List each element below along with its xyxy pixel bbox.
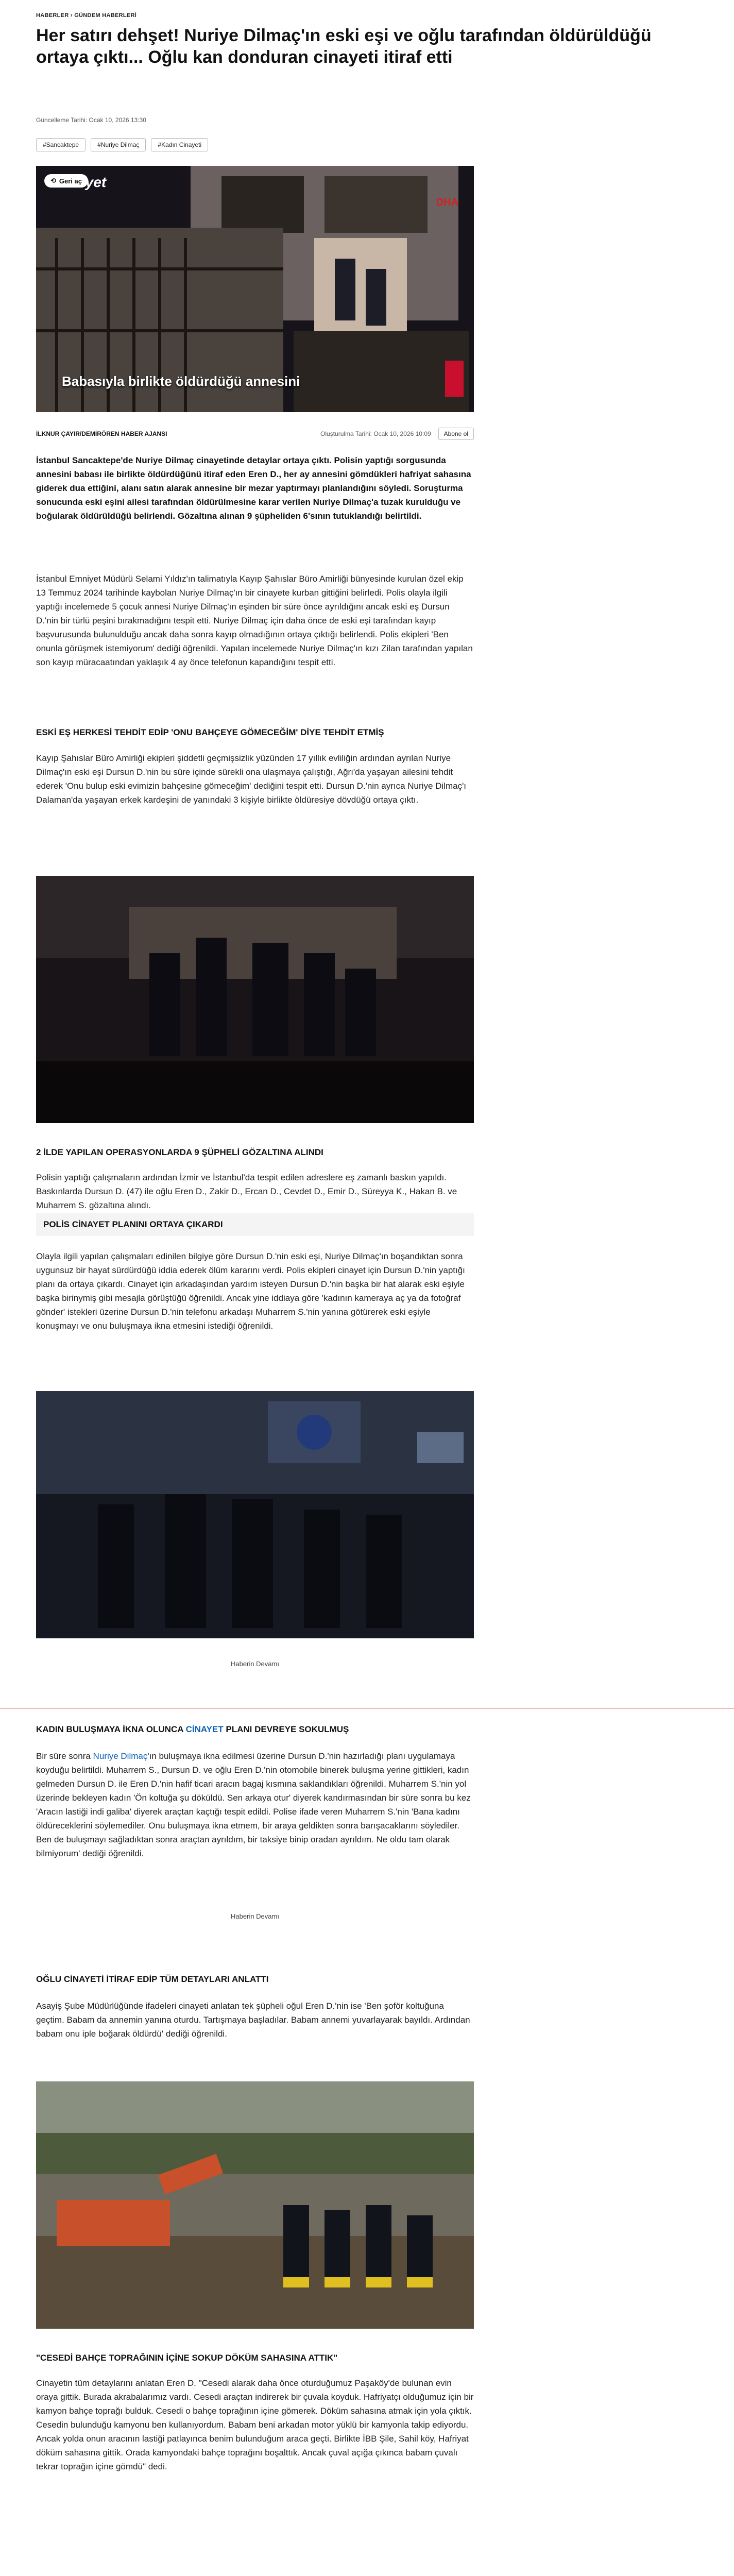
paragraph-7: Cinayetin tüm detaylarını anlatan Eren D. "Cesedi alarak daha önce oturduğumuz Paşaköy'de bulunan evin oraya gittik. Burada akrabalarımız vardı. Cesedi araçtan indirerek bir çuvala koyduk. Hafriyatçı olduğumuz için bir kamyon bahçe toprağı bulduk. Cesedi o bahçe toprağının içine gömerek. Döküm sahasına atmak için yola çıktık. Cesedin bulunduğu kamyonu ben kullanıyordum. Babam beni arkadan motor yüklü bir kamyonla takip ediyordu. Ancak yolda onun aracının lastiği patlayınca benim bulunduğum araca geçti. Birlikte İBB Şile, Sahil köy, Hafriyat döküm sahasına gittik. Orada kamyondaki bahçe toprağını boşalttık. Ancak çuval açığa çıkınca babam çuvalı tekrar toprağın içine gömdü" dedi. bbox=[36, 2378, 474, 2471]
read-more-link-2[interactable]: Haberin Devamı bbox=[231, 1912, 279, 1920]
play-back-icon: ⟲ bbox=[50, 177, 56, 184]
created-date: Oluşturulma Tarihi: Ocak 10, 2026 10:09 bbox=[320, 430, 431, 437]
tag-kadin-cinayeti[interactable]: #Kadın Cinayeti bbox=[151, 138, 208, 151]
tag-list bbox=[36, 138, 208, 151]
video-player[interactable] bbox=[36, 166, 474, 412]
video-channel-badge bbox=[445, 361, 464, 397]
agency-logo: DHA bbox=[436, 197, 458, 208]
cinayet-link[interactable]: CİNAYET bbox=[185, 1724, 224, 1734]
breadcrumb[interactable]: HABERLER › GÜNDEM HABERLERİ bbox=[36, 12, 137, 19]
article-source: İLKNUR ÇAYIR/DEMİRÖREN HABER AJANSI bbox=[36, 430, 167, 437]
publish-date: Güncelleme Tarihi: Ocak 10, 2026 13:30 bbox=[36, 116, 146, 124]
paragraph-2: Kayıp Şahıslar Büro Amirliği ekipleri şiddetli geçmişsizlik yüzünden 17 yıllık evliliğin ardından ayrılan Nuriye Dilmaç'ın eski eşi Dursun D.'nin bu süre içinde sürekli ona ulaşmaya çalıştığı, Ağrı'da yaşayan ailesini tehdit ederek 'Onu bulup eski evimizin bahçesine gömeceğim' dediğini tespit etti. Dursun D.'nin ayrıca Nuriye Dilmaç'ı Dalaman'da yaşayan erkek kardeşini de yanındaki 3 kişiyle birlikte öldüresiye dövdüğü ortaya çıktı. bbox=[36, 753, 467, 805]
subheading-5: OĞLU CİNAYETİ İTİRAF EDİP TÜM DETAYLARI ANLATTI bbox=[36, 1974, 269, 1984]
read-more-link-1[interactable]: Haberin Devamı bbox=[231, 1660, 279, 1668]
nuriye-dilmac-link[interactable]: Nuriye Dilmaç bbox=[93, 1751, 148, 1761]
article-lead: İstanbul Sancaktepe'de Nuriye Dilmaç cinayetinde detaylar ortaya çıktı. Polisin yaptığı sorgusunda annesini babası ile birlikte öldürdüğünü itiraf eden Eren D., her ay annesini gömdükleri hafriyat sahasına giderek dua ettiğini, alanı satın alarak annesine bir mezar yaptırmayı planlandığını söyledi. Soruşturma sonucunda eski eşini ailesi tarafından öldürülmesine karar verilen Nuriye Dilmaç'a tuzak kurulduğu ve boğularak öldürüldüğü belirlendi. Gözaltına alınan 9 şüpheliden 6'sının tutuklandığı belirtildi. bbox=[36, 455, 471, 521]
tag-sancaktepe[interactable]: #Sancaktepe bbox=[36, 138, 86, 151]
subheading-1: ESKİ EŞ HERKESİ TEHDİT EDİP 'ONU BAHÇEYE GÖMECEĞİM' DİYE TEHDİT ETMİŞ bbox=[36, 727, 384, 737]
subheading-3-box bbox=[36, 1213, 474, 1236]
channel-logo: iyet bbox=[81, 174, 107, 190]
photo-excavation-site bbox=[36, 2081, 474, 2329]
article-meta bbox=[36, 428, 474, 440]
paragraph-3: Polisin yaptığı çalışmaların ardından İzmir ve İstanbul'da tespit edilen adreslere eş zamanlı baskın yapıldı. Baskınlarda Dursun D. (47) ile oğlu Eren D., Zakir D., Ercan D., Cevdet D., Emir D., Süreyya K., Hakan B. ve Muharrem S. gözaltına alındı. bbox=[36, 1173, 457, 1210]
paragraph-6: Asayiş Şube Müdürlüğünde ifadeleri cinayeti anlatan tek şüpheli oğul Eren D.'nin ise 'Ben şoför koltuğuna geçtim. Babam da annemin yanına oturdu. Tartışmaya başladılar. Babam annemi yuvarlayarak bayıldı. Ardından babam onu iple boğarak öldürdü' dediği öğrenildi. bbox=[36, 2001, 470, 2039]
video-caption: Babasıyla birlikte öldürdüğü annesini bbox=[62, 374, 300, 389]
subheading-6: "CESEDİ BAHÇE TOPRAĞININ İÇİNE SOKUP DÖKÜM SAHASINA ATTIK" bbox=[36, 2353, 338, 2363]
back-button[interactable]: ⟲ Geri aç bbox=[44, 174, 88, 188]
tag-nuriye-dilmac[interactable]: #Nuriye Dilmaç bbox=[91, 138, 146, 151]
paragraph-4: Olayla ilgili yapılan çalışmaları edinilen bilgiye göre Dursun D.'nin eski eşi, Nuriye Dilmaç'ın boşandıktan sonra uygunsuz bir hayat sürdürdüğü iddia ederek ölüm kararını verdi. Polis ekipleri cinayet için Dursun D.'nin yaptığı planı da ortaya çıkardı. Cinayet için arkadaşından yardım isteyen Dursun D.'nin başka bir hat alarak eski eşiyle başka birinymiş gibi mesajla görüştüğü öğrenildi. Ancak yine iddiaya göre 'kadının kameraya aç ya da fotoğraf gönder' istekleri üzerine Dursun D.'nin telefonu arkadaşı Muharrem S.'nin yanına götürerek eski eşiyle konuşmayı ve onu buluşmaya ikna etmesini istediği öğrenildi. bbox=[36, 1251, 465, 1331]
paragraph-1: İstanbul Emniyet Müdürü Selami Yıldız'ın talimatıyla Kayıp Şahıslar Büro Amirliği bünyesinde kurulan özel ekip 13 Temmuz 2024 tarihinde kaybolan Nuriye Dilmaç'ın bir cinayete kurban gittiğini belirledi. Polis olayla ilgili yaptığı incelemede 5 çocuk annesi Nuriye Dilmaç'ın eşinden bir süre önce ayrıldığını ancak eski eş Dursun D.'nin bir türlü peşini bırakmadığını tespit etti. Nuriye Dilmaç için daha önce de eski eşi tarafından kayıp başvurusunda bulunulduğu ancak daha sonra kayıp olmadığının ortaya çıktığı belirlendi. Polis ekipleri 'Ben onunla görüşmek istemiyorum' dediği öğrenildi. Yapılan incelemede Nuriye Dilmaç'ın kızı Zilan tarafından yapılan son kayıp müracaatından yaklaşık 4 ay önce telefonun kapandığını tespit etti. bbox=[36, 574, 473, 667]
paragraph-5: Bir süre sonra Nuriye Dilmaç'ın buluşmaya ikna edilmesi üzerine Dursun D.'nin hazırladığı planı uygulamaya koyduğu belirtildi. Muharrem S., Dursun D. ve oğlu Eren D.'nin otomobile binerek buluşma yerine gittikleri, kadın gelmeden Dursun D. ile Eren D.'nin hafif ticari aracın bagaj kısmına saklandıkları öğrenildi. Muharrem S.'nin yol üzerinde bekleyen kadın 'Ön koltuğa şu döküldü. Sen arkaya otur' diyerek kandırmasından bir süre sonra bu kez 'Aracın lastiği indi galiba' diyerek araçtan kaçtığı tespit edildi. Polise ifade veren Muharrem S.'nin 'Bana kadını öldüreceklerini söylemediler. Onu buluşmaya ikna etmem, bir araya geldikten sonra barışacaklarını söylediler. Ben de buluşmayı sağladıktan sonra araçtan ayrıldım, bir taksiye binip oradan ayrıldım. Ne oldu tam olarak bilmiyorum' dediği öğrenildi. bbox=[36, 1751, 471, 1858]
photo-arrest-stairs bbox=[36, 876, 474, 1123]
photo-escorted-suspects bbox=[36, 1391, 474, 1638]
subheading-4: KADIN BULUŞMAYA İKNA OLUNCA CİNAYET PLANI DEVREYE SOKULMUŞ bbox=[36, 1724, 349, 1734]
subheading-2: 2 İLDE YAPILAN OPERASYONLARDA 9 ŞÜPHELİ GÖZALTINA ALINDI bbox=[36, 1147, 323, 1157]
subheading-3: POLİS CİNAYET PLANINI ORTAYA ÇIKARDI bbox=[43, 1219, 223, 1229]
page-title: Her satırı dehşet! Nuriye Dilmaç'ın eski eşi ve oğlu tarafından öldürüldüğü ortaya çıktı... Oğlu kan donduran cinayeti itiraf etti bbox=[36, 26, 652, 67]
follow-button[interactable]: Abone ol bbox=[438, 428, 474, 440]
